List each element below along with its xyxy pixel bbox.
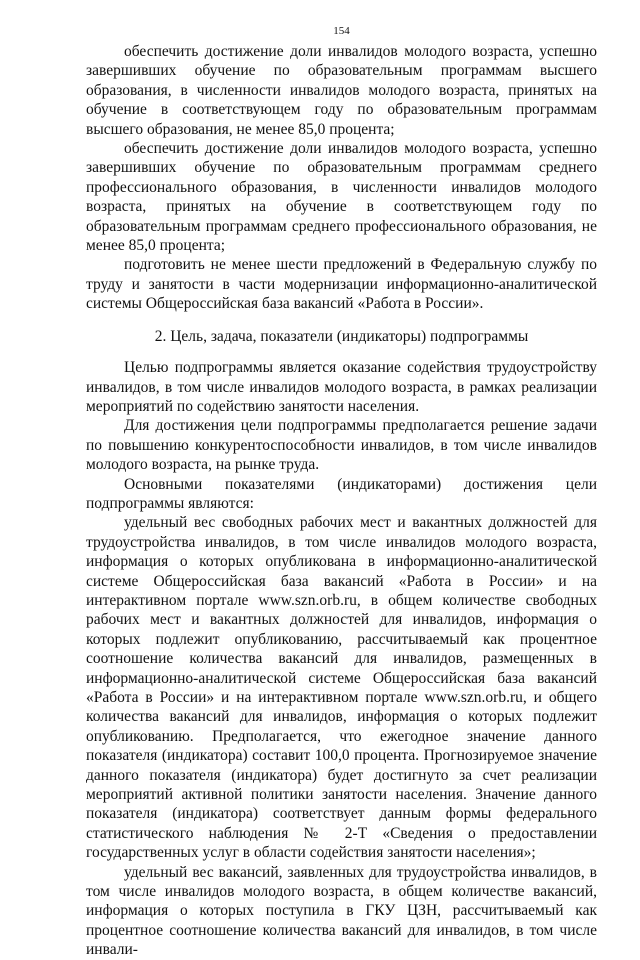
section-heading: 2. Цель, задача, показатели (индикаторы) подпрограммы [154,327,529,345]
document-page [86,24,597,960]
paragraph-higher-education-goal: обеспечить достижение доли инвалидов молодого возраста, успешно завершивших обучение по образовательным программам высшего образования, в численности инвалидов молодого возраста, принятых на обучение в соответствующем году по образовательным программам высшего образования, не менее 85,0 процента; [86,43,597,138]
paragraph-vocational-education-goal: обеспечить достижение доли инвалидов молодого возраста, успешно завершивших обучение по образовательным программам среднего профессионального образования, в численности инвалидов молодого возраста, принятых на обучение в соответствующем году по образовательным программам среднего профессионального образования, не менее 85,0 процента; [86,140,597,255]
paragraph-indicator-vacancies-published: удельный вес свободных рабочих мест и вакантных должностей для трудоустройства инвалидов, в том числе инвалидов молодого возраста, информация о которых опубликована в информационно-аналитической системе Общероссийская база вакансий «Работа в России» и на интерактивном портале www.szn.orb.ru, в общем количестве свободных рабочих мест и вакантных должностей для инвалидов, информация о которых подлежит опубликованию, рассчитываемый как процентное соотношение количества вакансий для инвалидов, размещенных в информационно-аналитической системе Общероссийская база вакансий «Работа в России» и на интерактивном портале www.szn.orb.ru, и общего количества вакансий для инвалидов, информация о которых подлежит опубликованию. Предполагается, что ежегодное значение данного показателя (индикатора) составит 100,0 процента. Прогнозируемое значение данного показателя (индикатора) будет достигнуто за счет реализации мероприятий активной политики занятости населения. Значение данного показателя (индикатора) соответствует данным формы федерального статистического наблюдения № 2-Т «Сведения о предоставлении государственных услуг в области содействия занятости населения»; [86,514,597,862]
page-number: 154 [333,25,350,37]
paragraph-task: Для достижения цели подпрограммы предполагается решение задачи по повышению конкурентоспособности инвалидов, в том числе инвалидов молодого возраста, на рынке труда. [86,417,597,474]
paragraph-indicators-intro: Основными показателями (индикаторами) достижения цели подпрограммы являются: [86,475,597,512]
paragraph-subprogram-goal: Целью подпрограммы является оказание содействия трудоустройству инвалидов, в том числе инвалидов молодого возраста, в рамках реализации мероприятий по содействию занятости населения. [86,359,597,415]
paragraph-proposals: подготовить не менее шести предложений в Федеральную службу по труду и занятости в части модернизации информационно-аналитической системы Общероссийская база вакансий «Работа в России». [86,256,597,313]
paragraph-indicator-vacancies-declared: удельный вес вакансий, заявленных для трудоустройства инвалидов, в том числе инвалидов молодого возраста, в общем количестве вакансий, информация о которых поступила в ГКУ ЦЗН, рассчитываемый как процентное соотношение количества вакансий для инвалидов, в том числе инвали- [86,863,597,959]
